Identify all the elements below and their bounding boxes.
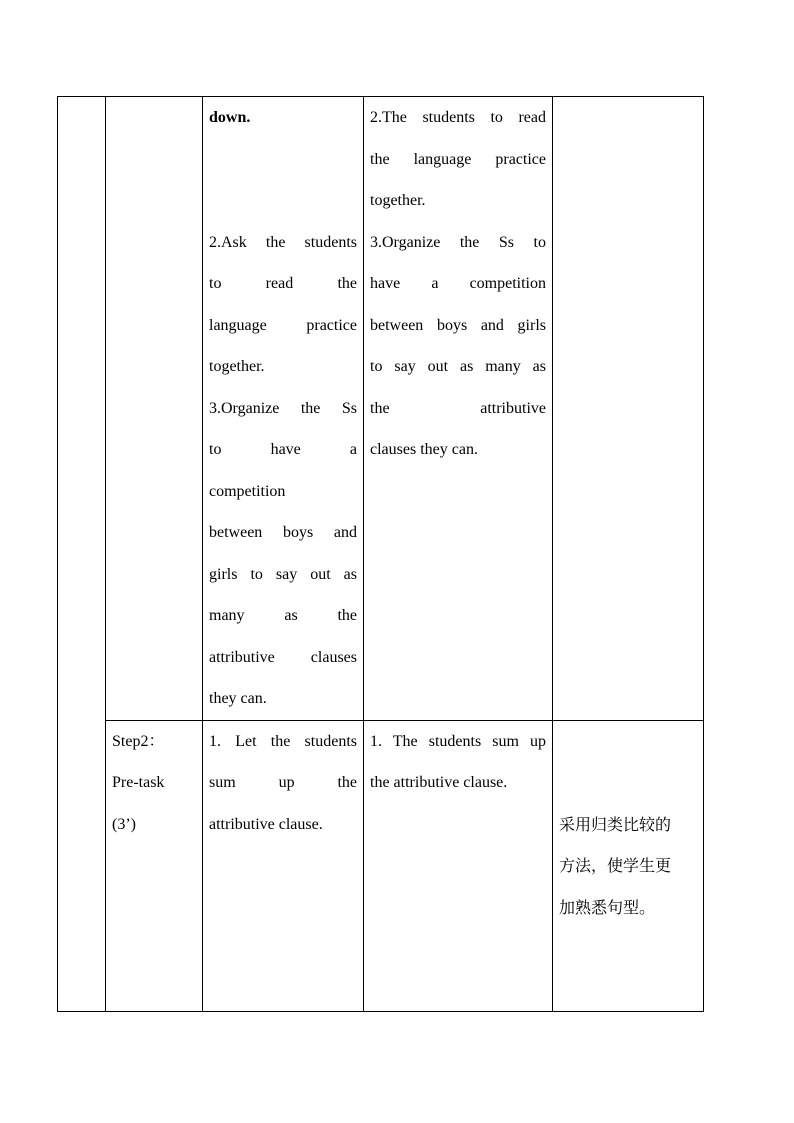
teacher-activity-cell [203, 97, 364, 721]
student-line: clauses they can. [370, 441, 478, 458]
student-activity-cell [364, 97, 553, 721]
student-line: 1. The students sum up [370, 732, 546, 750]
purpose-cell [553, 97, 704, 721]
student-line: between boys and girls [370, 316, 546, 334]
student-line: the attributive [370, 399, 546, 417]
teacher-line: they can. [209, 690, 267, 707]
student-line: to say out as many as [370, 358, 546, 375]
teacher-line: 3.Organize the Ss [209, 399, 357, 417]
purpose-line: 采用归类比较的 [559, 814, 672, 834]
teacher-line: 1. Let the students [209, 732, 357, 750]
step-cell [106, 720, 203, 1011]
student-line: have a competition [370, 275, 546, 292]
table-row [58, 97, 704, 721]
step-line: (3’) [112, 815, 136, 833]
purpose-line: 加熟悉句型。 [559, 897, 656, 917]
student-activity-cell [364, 720, 553, 1011]
teacher-line: girls to say out as [209, 565, 357, 583]
teacher-line: attributive clause. [209, 815, 323, 833]
teacher-line: together. [209, 358, 265, 375]
step-line: Pre-task [112, 774, 165, 791]
student-line: the attributive clause. [370, 774, 508, 791]
teacher-line: sum up the [209, 774, 357, 791]
teacher-line: language practice [209, 316, 357, 334]
table-row [58, 720, 704, 1011]
teacher-line: to read the [209, 275, 357, 292]
teacher-line: many as the [209, 607, 357, 624]
teacher-activity-cell [203, 720, 364, 1011]
lesson-plan-table [57, 96, 704, 1012]
student-line: 2.The students to read [370, 109, 546, 126]
purpose-line: 方法，使学生更 [559, 856, 672, 875]
teacher-line: competition [209, 482, 286, 500]
teacher-line: to have a [209, 441, 357, 458]
teacher-line: between boys and [209, 524, 357, 541]
student-line: the language practice [370, 150, 546, 168]
student-line: 3.Organize the Ss to [370, 233, 546, 251]
step-line: Step2： [112, 732, 165, 750]
teacher-line: attributive clauses [209, 648, 357, 666]
step-cell [106, 97, 203, 721]
teacher-line: down. [209, 109, 251, 126]
teacher-line: 2.Ask the students [209, 233, 357, 251]
empty-cell [58, 97, 106, 1012]
student-line: together. [370, 192, 426, 209]
purpose-cell [553, 720, 704, 1011]
